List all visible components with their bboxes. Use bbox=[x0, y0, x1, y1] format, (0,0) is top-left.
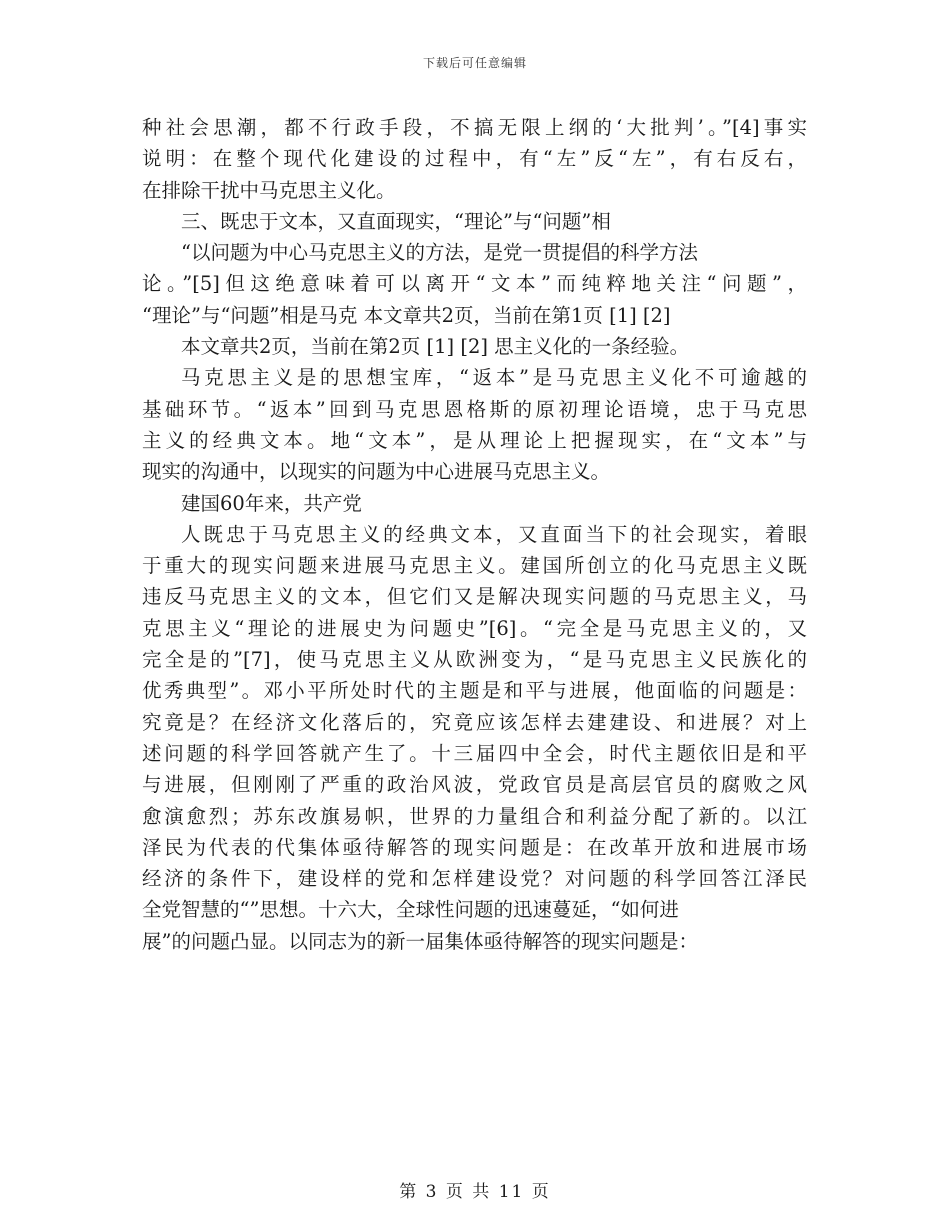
text-line: 说明：在整个现代化建设的过程中，有“左”反“左”，有右反右， bbox=[142, 147, 807, 171]
text-line: 违反马克思主义的文本，但它们又是解决现实问题的马克思主义，马 bbox=[142, 585, 807, 609]
text-line: 经济的条件下，建设样的党和怎样建设党？对问题的科学回答江泽民 bbox=[142, 867, 807, 891]
text-line: 马克思主义是的思想宝库，“返本”是马克思主义化不可逾越的 bbox=[181, 366, 807, 390]
text-line: 主义的经典文本。地“文本”，是从理论上把握现实，在“文本”与 bbox=[142, 428, 807, 452]
text-line: 建国60年来，共产党 bbox=[181, 491, 362, 515]
text-line: 基础环节。“返本”回到马克思恩格斯的原初理论语境，忠于马克思 bbox=[142, 397, 807, 421]
text-line: “以问题为中心马克思主义的方法，是党一贯提倡的科学方法 bbox=[181, 241, 698, 265]
text-line: 究竟是？在经济文化落后的，究竟应该怎样去建建设、和进展？对上 bbox=[142, 710, 807, 734]
text-line: 论。”[5]但这绝意味着可以离开“文本”而纯粹地关注“问题”， bbox=[142, 272, 807, 296]
text-line: 述问题的科学回答就产生了。十三届四中全会，时代主题依旧是和平 bbox=[142, 741, 807, 765]
section-heading: 三、既忠于文本，又直面现实，“理论”与“问题”相 bbox=[181, 209, 611, 233]
text-line: “理论”与“问题”相是马克 本文章共2页，当前在第1页 [1] [2] bbox=[142, 303, 671, 327]
text-line: 种社会思潮，都不行政手段，不搞无限上纲的‘大批判’。”[4]事实 bbox=[142, 116, 807, 139]
text-line: 本文章共2页，当前在第2页 [1] [2] 思主义化的一条经验。 bbox=[181, 335, 690, 359]
text-line: 与进展，但刚刚了严重的政治风波，党政官员是高层官员的腐败之风 bbox=[142, 773, 807, 797]
text-line: 克思主义“理论的进展史为问题史”[6]。“完全是马克思主义的，又 bbox=[142, 616, 807, 640]
text-line: 现实的沟通中，以现实的问题为中心进展马克思主义。 bbox=[142, 460, 611, 484]
text-line: 在排除干扰中马克思主义化。 bbox=[142, 178, 396, 202]
text-line: 愈演愈烈；苏东改旗易帜，世界的力量组合和利益分配了新的。以江 bbox=[142, 804, 807, 828]
page-header: 下载后可任意编辑 bbox=[422, 56, 527, 70]
text-line: 泽民为代表的代集体亟待解答的现实问题是：在改革开放和进展市场 bbox=[142, 835, 807, 859]
text-line: 人既忠于马克思主义的经典文本，又直面当下的社会现实，着眼 bbox=[181, 522, 807, 546]
page-number-footer: 第 3 页 共 11 页 bbox=[399, 1182, 551, 1202]
text-line: 全党智慧的“”思想。十六大，全球性问题的迅速蔓延，“如何进 bbox=[142, 898, 679, 922]
text-line: 优秀典型”。邓小平所处时代的主题是和平与进展，他面临的问题是： bbox=[142, 679, 807, 703]
text-line: 于重大的现实问题来进展马克思主义。建国所创立的化马克思主义既 bbox=[142, 554, 807, 578]
text-line: 展”的问题凸显。以同志为的新一届集体亟待解答的现实问题是： bbox=[142, 929, 698, 953]
text-line: 完全是的”[7]，使马克思主义从欧洲变为，“是马克思主义民族化的 bbox=[142, 648, 807, 672]
document-body bbox=[142, 112, 807, 957]
